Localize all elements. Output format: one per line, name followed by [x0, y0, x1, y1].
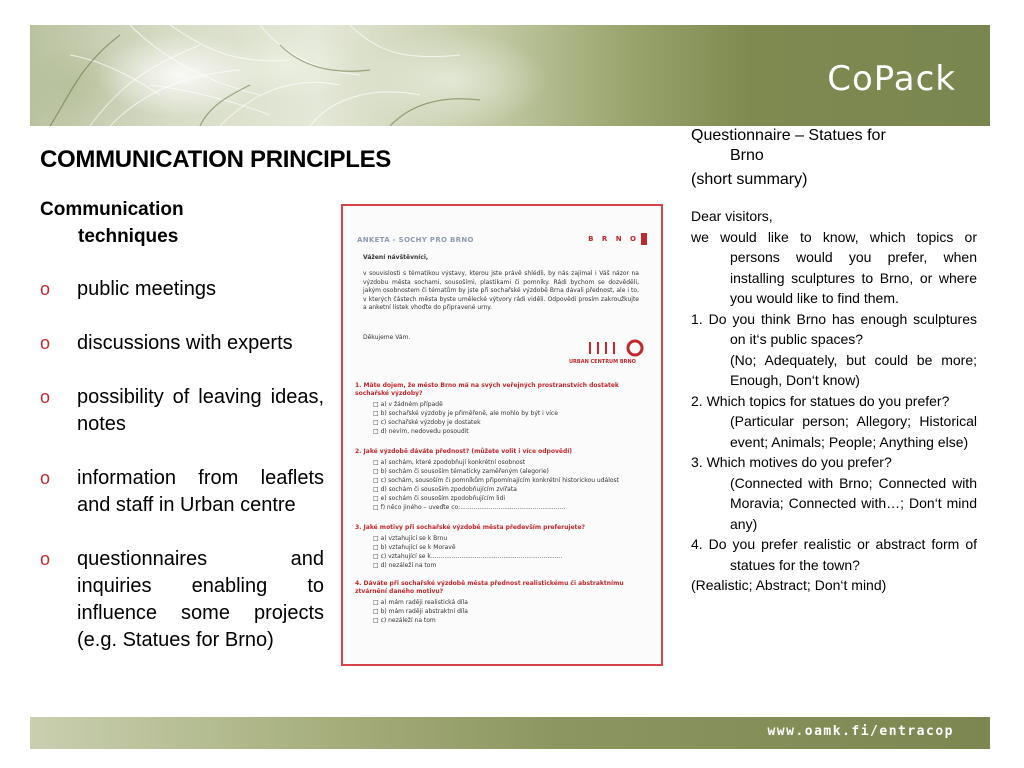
scan-q2-option: □ c) sochám, sousoším či pomníkům připomínajícím konkrétní historickou událost: [373, 477, 620, 484]
urban-centre-label: URBAN CENTRUM BRNO: [569, 359, 636, 365]
scan-greeting: Vážení návštěvníci,: [363, 254, 429, 261]
footer-url: www.oamk.fi/entracop: [767, 724, 954, 739]
summary-question-1: 1. Do you think Brno has enough sculptures on it‘s public spaces?: [691, 310, 977, 347]
bullet-marker: o: [40, 279, 51, 299]
summary-title: [691, 126, 977, 166]
scan-q1-option: □ b) sochařské výzdoby je přiměřeně, ale mohlo by být i více: [373, 410, 558, 417]
techniques-list: [40, 276, 324, 681]
brno-logo-text: B R N O: [588, 235, 639, 243]
summary-answers-4: (Realistic; Abstract; Don‘t mind): [691, 577, 887, 593]
list-item-text: questionnaires and inquiries enabling to influence some projects (e.g. Statues for Brno): [77, 548, 324, 651]
list-item-text: public meetings: [77, 278, 216, 300]
list-item: [40, 330, 324, 357]
scan-q3-option: □ a) vztahující se k Brnu: [373, 535, 448, 542]
scan-thanks: Děkujeme Vám.: [363, 334, 411, 341]
scan-q4-option: □ b) mám raději abstraktní díla: [373, 608, 468, 615]
scan-q4-option: □ c) nezáleží na tom: [373, 617, 436, 624]
footer-bar: [30, 717, 990, 749]
summary-answers-1: (No; Adequately, but could be more; Enough, Don‘t know): [730, 351, 977, 388]
scan-q2-option: □ a) sochám, které zpodobňují konkrétní osobnost: [373, 459, 526, 466]
list-item-text: information from leaflets and staff in Urban centre: [77, 467, 324, 516]
scan-q1-option: □ a) v žádném případě: [373, 401, 443, 408]
summary-body: [691, 206, 977, 596]
list-item-text: discussions with experts: [77, 332, 293, 354]
brand-logo-text: CoPack: [827, 59, 956, 99]
summary-column: [691, 126, 977, 596]
summary-title-line1: Questionnaire – Statues for: [691, 127, 886, 144]
summary-greeting: Dear visitors,: [691, 208, 773, 224]
scan-q2-option: □ e) sochám či sousoším zpodobňujícím lidi: [373, 495, 506, 502]
scan-q3-option: □ d) nezáleží na tom: [373, 562, 437, 569]
scan-question-4: 4. Dáváte při sochařské výzdobě města přednost realistickému či abstraktnímu ztvárnění daného motivu?: [355, 580, 624, 595]
questionnaire-scan: [341, 204, 663, 666]
bullet-marker: o: [40, 387, 51, 407]
scan-q2-option: □ f) něco jiného – uveďte co:.......................................................: [373, 504, 566, 511]
list-item: [40, 384, 324, 438]
page-title: COMMUNICATION PRINCIPLES: [40, 146, 392, 173]
list-item: [40, 276, 324, 303]
header-banner: [30, 25, 990, 126]
summary-title-line2: Brno: [730, 147, 764, 164]
urban-centre-logo: [589, 338, 649, 358]
scan-question-2: 2. Jaké výzdobě dáváte přednost? (můžete volit i více odpovědí): [355, 448, 573, 455]
scan-question-3: 3. Jaké motivy při sochařské výzdobě města především preferujete?: [355, 524, 585, 531]
scan-q4-option: □ a) mám raději realistická díla: [373, 599, 468, 606]
scan-q1-option: □ d) nevím, nedovedu posoudit: [373, 428, 469, 435]
bullet-marker: o: [40, 549, 51, 569]
scan-q2-option: □ b) sochám či sousoším tématicky zaměřeným (alegorie): [373, 468, 549, 475]
brno-logo-mark: [641, 233, 647, 245]
summary-intro: we would like to know, which topics or persons would you prefer, when installing sculptures to Brno, or where you would like to find them.: [691, 228, 977, 306]
list-item: [40, 546, 324, 654]
summary-answers-3: (Connected with Brno; Connected with Moravia; Connected with…; Don‘t mind any): [730, 474, 977, 532]
list-item-text: possibility of leaving ideas, notes: [77, 386, 324, 435]
brno-logo: [588, 233, 647, 245]
summary-subtitle: (short summary): [691, 171, 808, 188]
section-heading-line1: Communication: [40, 199, 184, 220]
scan-q3-option: □ c) vztahující se k.....................................................................: [373, 553, 563, 560]
scan-q1-option: □ c) sochařské výzdoby je dostatek: [373, 419, 481, 426]
summary-question-4: 4. Do you prefer realistic or abstract form of statues for the town?: [691, 536, 977, 573]
scan-intro: v souvislosti s tématikou výstavy, kterou jste právě shlédli, by nás zajímal i Váš názor na výzdobu města sochami, sousošími, plastikami či pomníky. Rádi bychom se dozvěděli, jakým osobnostem či tématům by jste při sochařské výzdobě Brna dávali přednost, ale i to, v kterých částech města byste umělecké výtvory rádi viděli. Odpovědi prosím zakroužkujte a anketní lístek vhoďte do připravené urny.: [363, 270, 639, 312]
summary-question-2: 2. Which topics for statues do you prefer?: [691, 392, 950, 409]
list-item: [40, 465, 324, 519]
section-heading: [40, 196, 260, 250]
section-heading-line2: techniques: [78, 226, 179, 247]
scan-heading: ANKETA - SOCHY PRO BRNO: [357, 236, 474, 244]
summary-answers-2: (Particular person; Allegory; Historical event; Animals; People; Anything else): [730, 413, 977, 450]
summary-question-3: 3. Which motives do you prefer?: [691, 454, 892, 470]
scan-q3-option: □ b) vztahující se k Moravě: [373, 544, 456, 551]
bullet-marker: o: [40, 468, 51, 488]
bullet-marker: o: [40, 333, 51, 353]
scan-question-1: 1. Máte dojem, že město Brno má na svých veřejných prostranstvích dostatek sochařské výzdoby?: [355, 382, 619, 397]
scan-q2-option: □ d) sochám či sousoším zpodobňujícím zvířata: [373, 486, 517, 493]
